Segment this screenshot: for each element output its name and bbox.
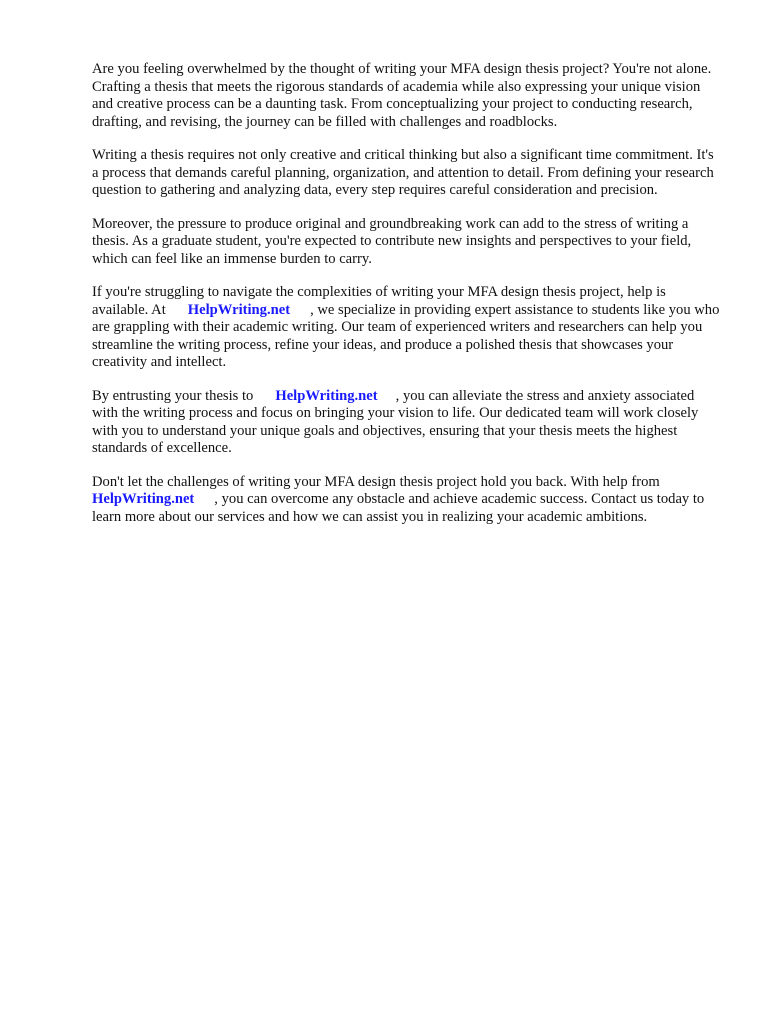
paragraph-commitment: Writing a thesis requires not only creative and critical thinking but also a significant time commitment. It's a process that demands careful planning, organization, and attention to detail. From defining your research question to gathering and analyzing data, every step requires careful consideration and precision. xyxy=(92,147,714,198)
helpwriting-link-3[interactable]: HelpWriting.net xyxy=(92,491,195,507)
paragraph-help-text-before: If you're struggling to navigate the complexities of writing your MFA design thesis project, help is available. At xyxy=(92,284,666,318)
paragraph-closing-text-after: , you can overcome any obstacle and achieve academic success. Contact us today to learn more about our services and how we can assist you in realizing your academic ambitions. xyxy=(92,491,705,525)
paragraph-help xyxy=(92,284,722,372)
paragraph-pressure: Moreover, the pressure to produce original and groundbreaking work can add to the stress of writing a thesis. As a graduate student, you're expected to contribute new insights and perspectives to your field, which can feel like an immense burden to carry. xyxy=(92,215,692,267)
paragraph-intro: Are you feeling overwhelmed by the thought of writing your MFA design thesis project? You're not alone. Crafting a thesis that meets the rigorous standards of academia while also expressing your unique vision and creative process can be a daunting task. From conceptualizing your project to conducting research, drafting, and revising, the journey can be filled with challenges and roadblocks. xyxy=(92,61,712,130)
paragraph-closing xyxy=(92,474,722,527)
paragraph-entrust xyxy=(92,388,722,458)
helpwriting-link-1[interactable]: HelpWriting.net xyxy=(187,301,291,318)
paragraph-entrust-text-before: By entrusting your thesis to xyxy=(92,387,254,404)
paragraph-closing-text-before: Don't let the challenges of writing your MFA design thesis project hold you back. With help from xyxy=(92,473,660,490)
helpwriting-link-2[interactable]: HelpWriting.net xyxy=(275,387,378,404)
document-page xyxy=(92,61,722,542)
paragraph-entrust-text-after: , you can alleviate the stress and anxiety associated with the writing process and focus on bringing your vision to life. Our dedicated team will work closely with you to understand your unique goals and objectives, ensuring that your thesis meets the highest standards of excellence. xyxy=(92,387,699,456)
paragraph-help-text-after: , we specialize in providing expert assistance to students like you who are grappling with their academic writing. Our team of experienced writers and researchers can help you streamline the writing process, refine your ideas, and produce a polished thesis that showcases your creativity and intellect. xyxy=(92,301,720,370)
